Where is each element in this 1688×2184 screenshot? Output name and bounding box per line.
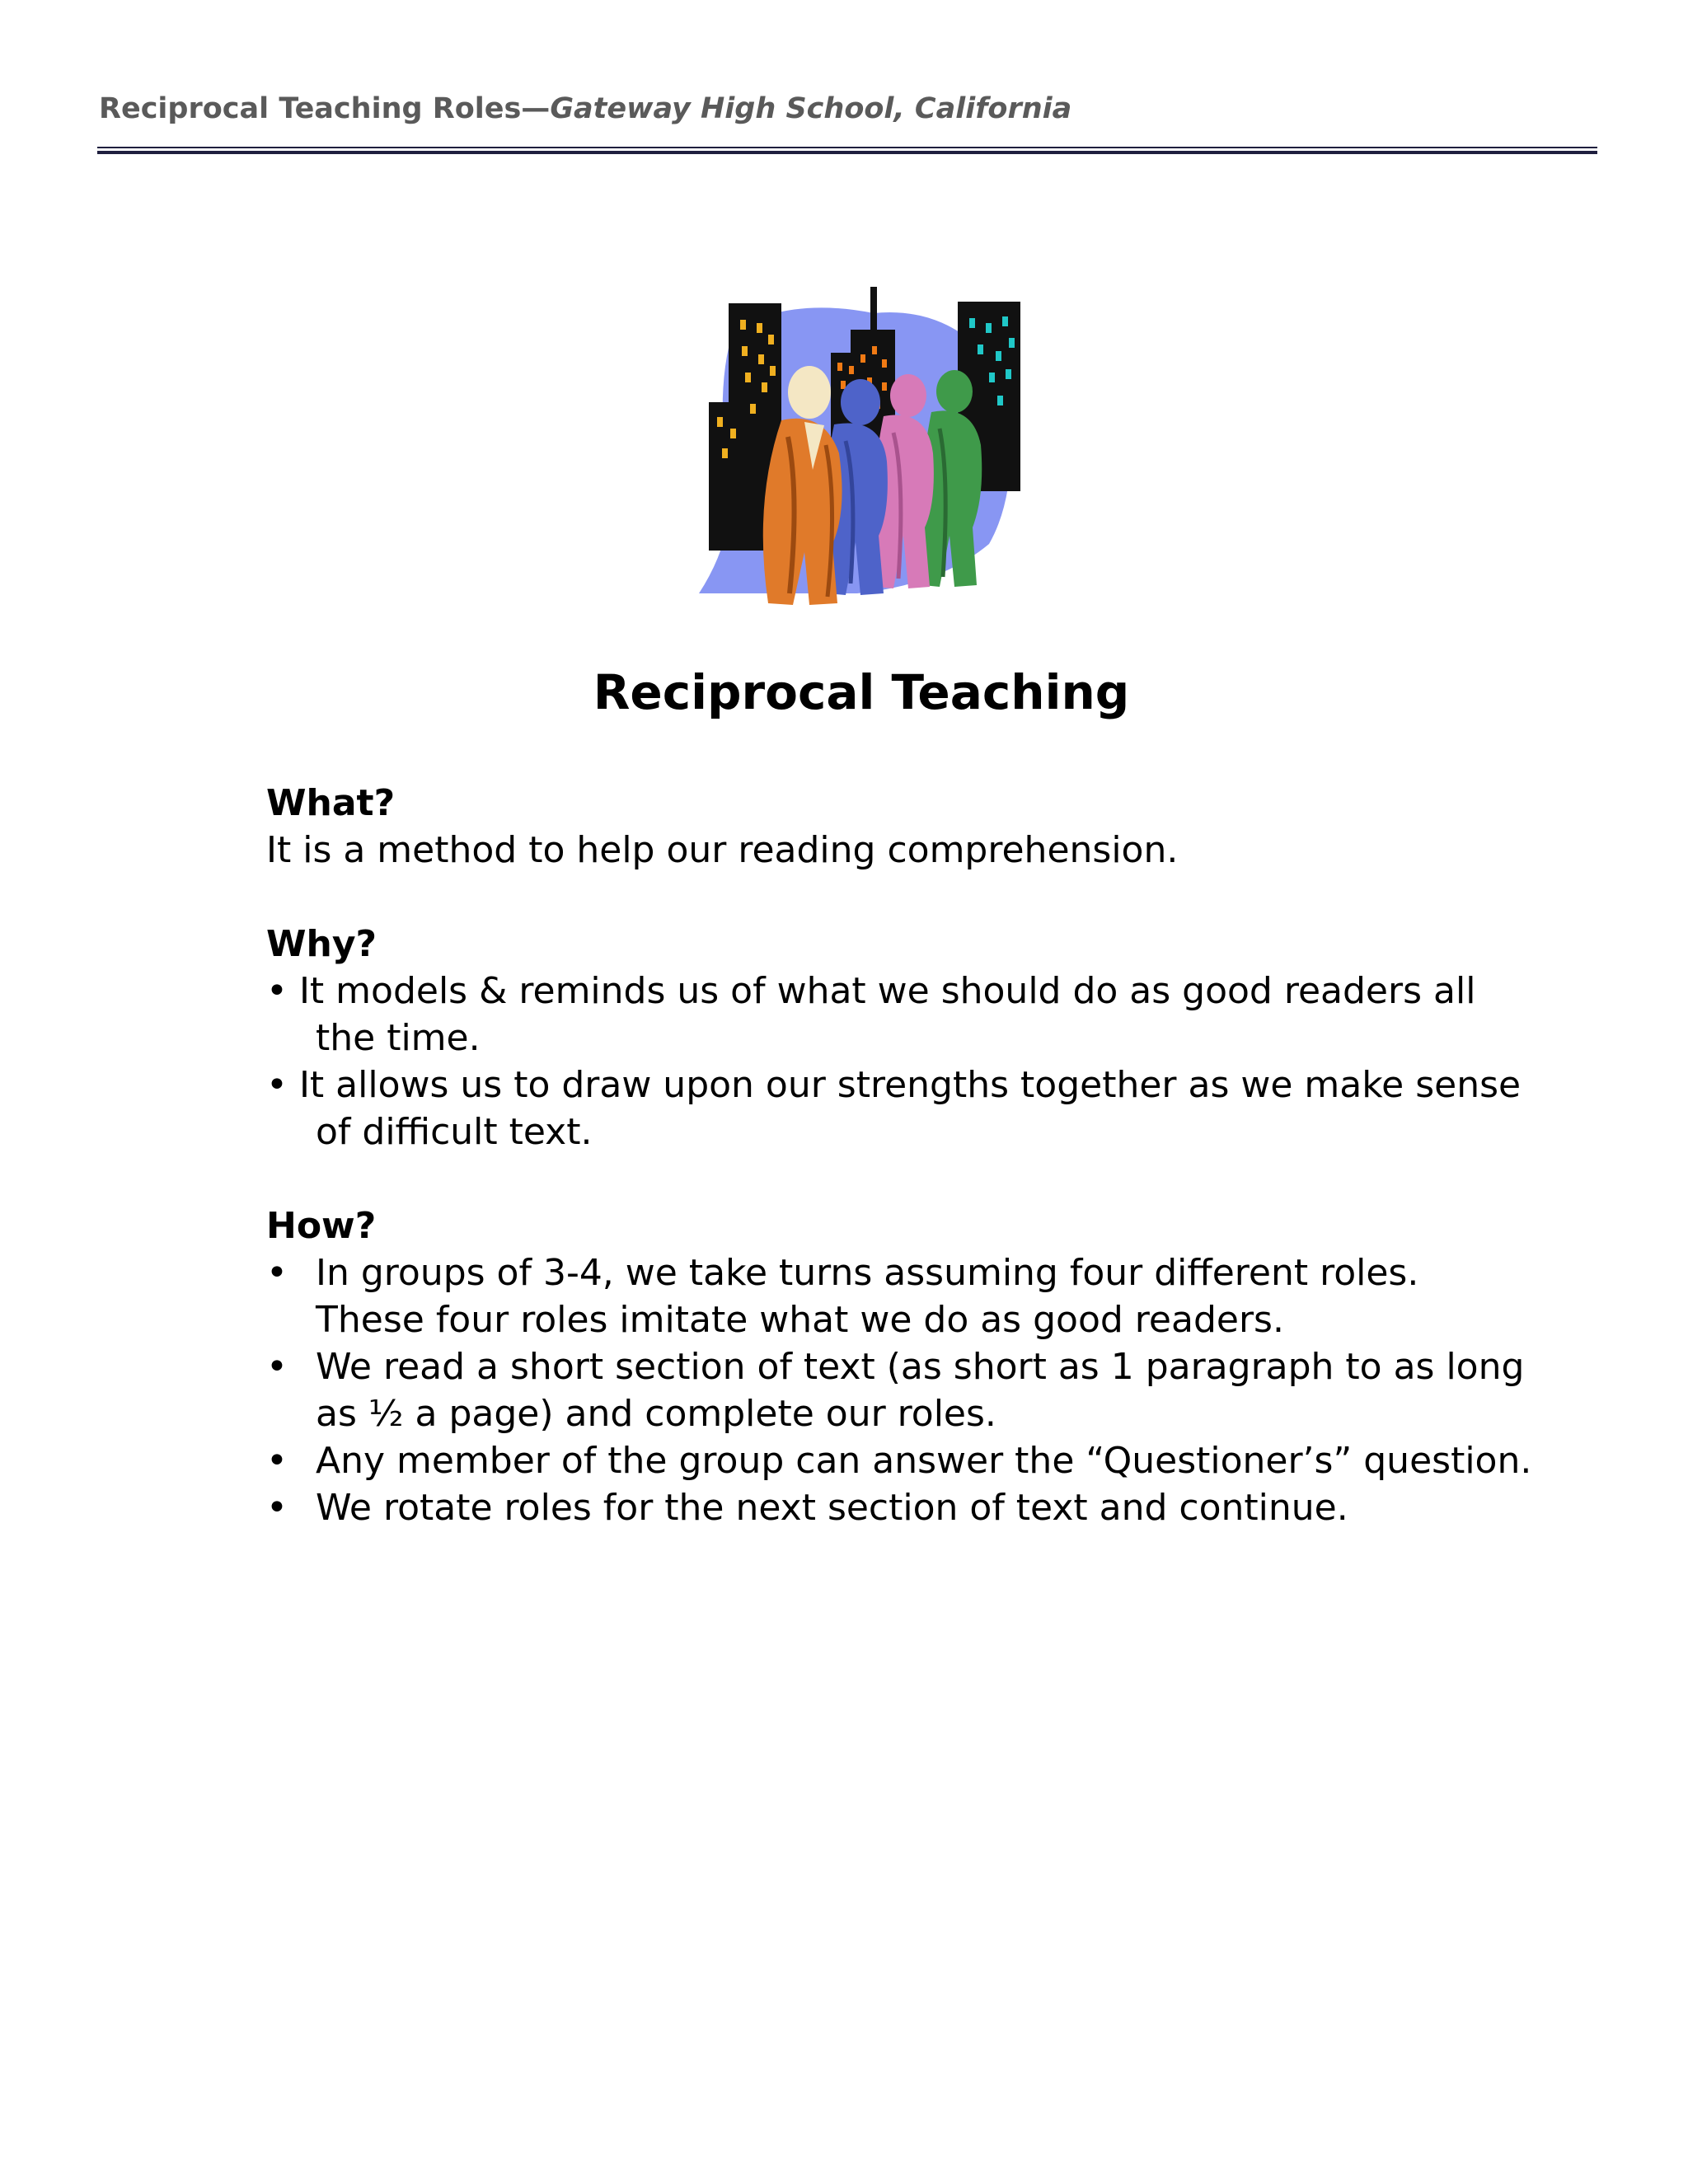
list-item	[266, 1437, 1552, 1484]
bullet: •	[266, 1440, 288, 1482]
bullet: •	[266, 1487, 288, 1529]
list-item-line: It models & reminds us of what we should do as good readers all	[298, 970, 1476, 1012]
list-item	[266, 968, 1552, 1062]
why-heading: Why?	[266, 923, 377, 965]
bullet: •	[266, 1064, 288, 1106]
city-group-people-illustration	[692, 280, 1055, 610]
building-mid-spire	[870, 287, 877, 336]
section-gap	[266, 874, 1552, 921]
city-group-people-icon	[692, 280, 1055, 610]
header-title: Reciprocal Teaching Roles—	[99, 92, 551, 125]
list-item	[266, 1484, 1552, 1531]
what-heading: What?	[266, 782, 396, 824]
list-item-line: We rotate roles for the next section of text and continue.	[316, 1487, 1348, 1529]
bullet: •	[266, 1346, 288, 1388]
page-header	[99, 92, 1071, 125]
bullet: •	[266, 970, 288, 1012]
list-item-line: In groups of 3-4, we take turns assuming four different roles.	[316, 1252, 1419, 1294]
list-item-line: as ½ a page) and complete our roles.	[316, 1393, 996, 1435]
page-title: Reciprocal Teaching	[593, 664, 1130, 720]
section-gap	[266, 1155, 1552, 1202]
list-item-line: of difficult text.	[316, 1111, 593, 1153]
how-heading: How?	[266, 1205, 377, 1247]
list-item-line: It allows us to draw upon our strengths together as we make sense	[298, 1064, 1522, 1106]
list-item-line: We read a short section of text (as short as 1 paragraph to as long	[316, 1346, 1525, 1388]
list-item-line: the time.	[316, 1017, 481, 1059]
list-item	[266, 1343, 1552, 1437]
list-item	[266, 1249, 1552, 1343]
how-list	[266, 1249, 1552, 1531]
what-text: It is a method to help our reading comprehension.	[266, 829, 1179, 871]
header-location: , California	[893, 92, 1072, 125]
document-body	[266, 780, 1552, 1531]
header-rule	[97, 147, 1597, 154]
list-item	[266, 1062, 1552, 1155]
list-item-line: These four roles imitate what we do as good readers.	[316, 1299, 1284, 1341]
header-school: Gateway High School	[550, 92, 894, 125]
why-list	[266, 968, 1552, 1155]
bullet: •	[266, 1252, 288, 1294]
list-item-line: Any member of the group can answer the “Questioner’s” question.	[316, 1440, 1532, 1482]
